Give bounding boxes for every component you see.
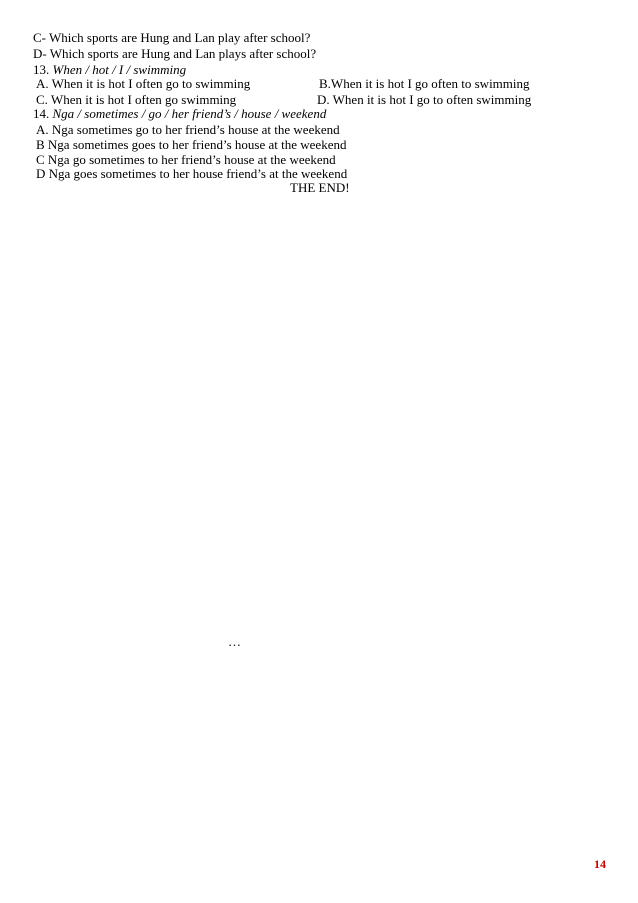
q14-prompt: Nga / sometimes / go / her friend’s / house / weekend	[52, 106, 327, 121]
q14-option-a: A. Nga sometimes go to her friend’s house at the weekend	[36, 122, 340, 137]
the-end-text: THE END!	[290, 180, 350, 195]
q12-option-c: C- Which sports are Hung and Lan play after school?	[33, 30, 311, 45]
page-number: 14	[594, 857, 606, 871]
q13-option-a: A. When it is hot I often go to swimming	[36, 76, 251, 91]
q13-option-c: C. When it is hot I often go swimming	[36, 92, 237, 107]
q14-heading	[33, 106, 326, 122]
q13-option-b: B.When it is hot I go often to swimming	[319, 76, 530, 91]
q12-option-d: D- Which sports are Hung and Lan plays after school?	[33, 46, 317, 61]
q13-number: 13.	[33, 62, 50, 77]
q13-option-d: D. When it is hot I go to often swimming	[317, 92, 532, 107]
q14-option-c: C Nga go sometimes to her friend’s house at the weekend	[36, 152, 336, 167]
q14-option-d: D Nga goes sometimes to her house friend’s at the weekend	[36, 166, 348, 181]
q14-number: 14.	[33, 106, 50, 121]
q13-prompt: When / hot / I / swimming	[52, 62, 187, 77]
q14-option-b: B Nga sometimes goes to her friend’s house at the weekend	[36, 137, 347, 152]
ellipsis-mark: …	[228, 634, 241, 649]
